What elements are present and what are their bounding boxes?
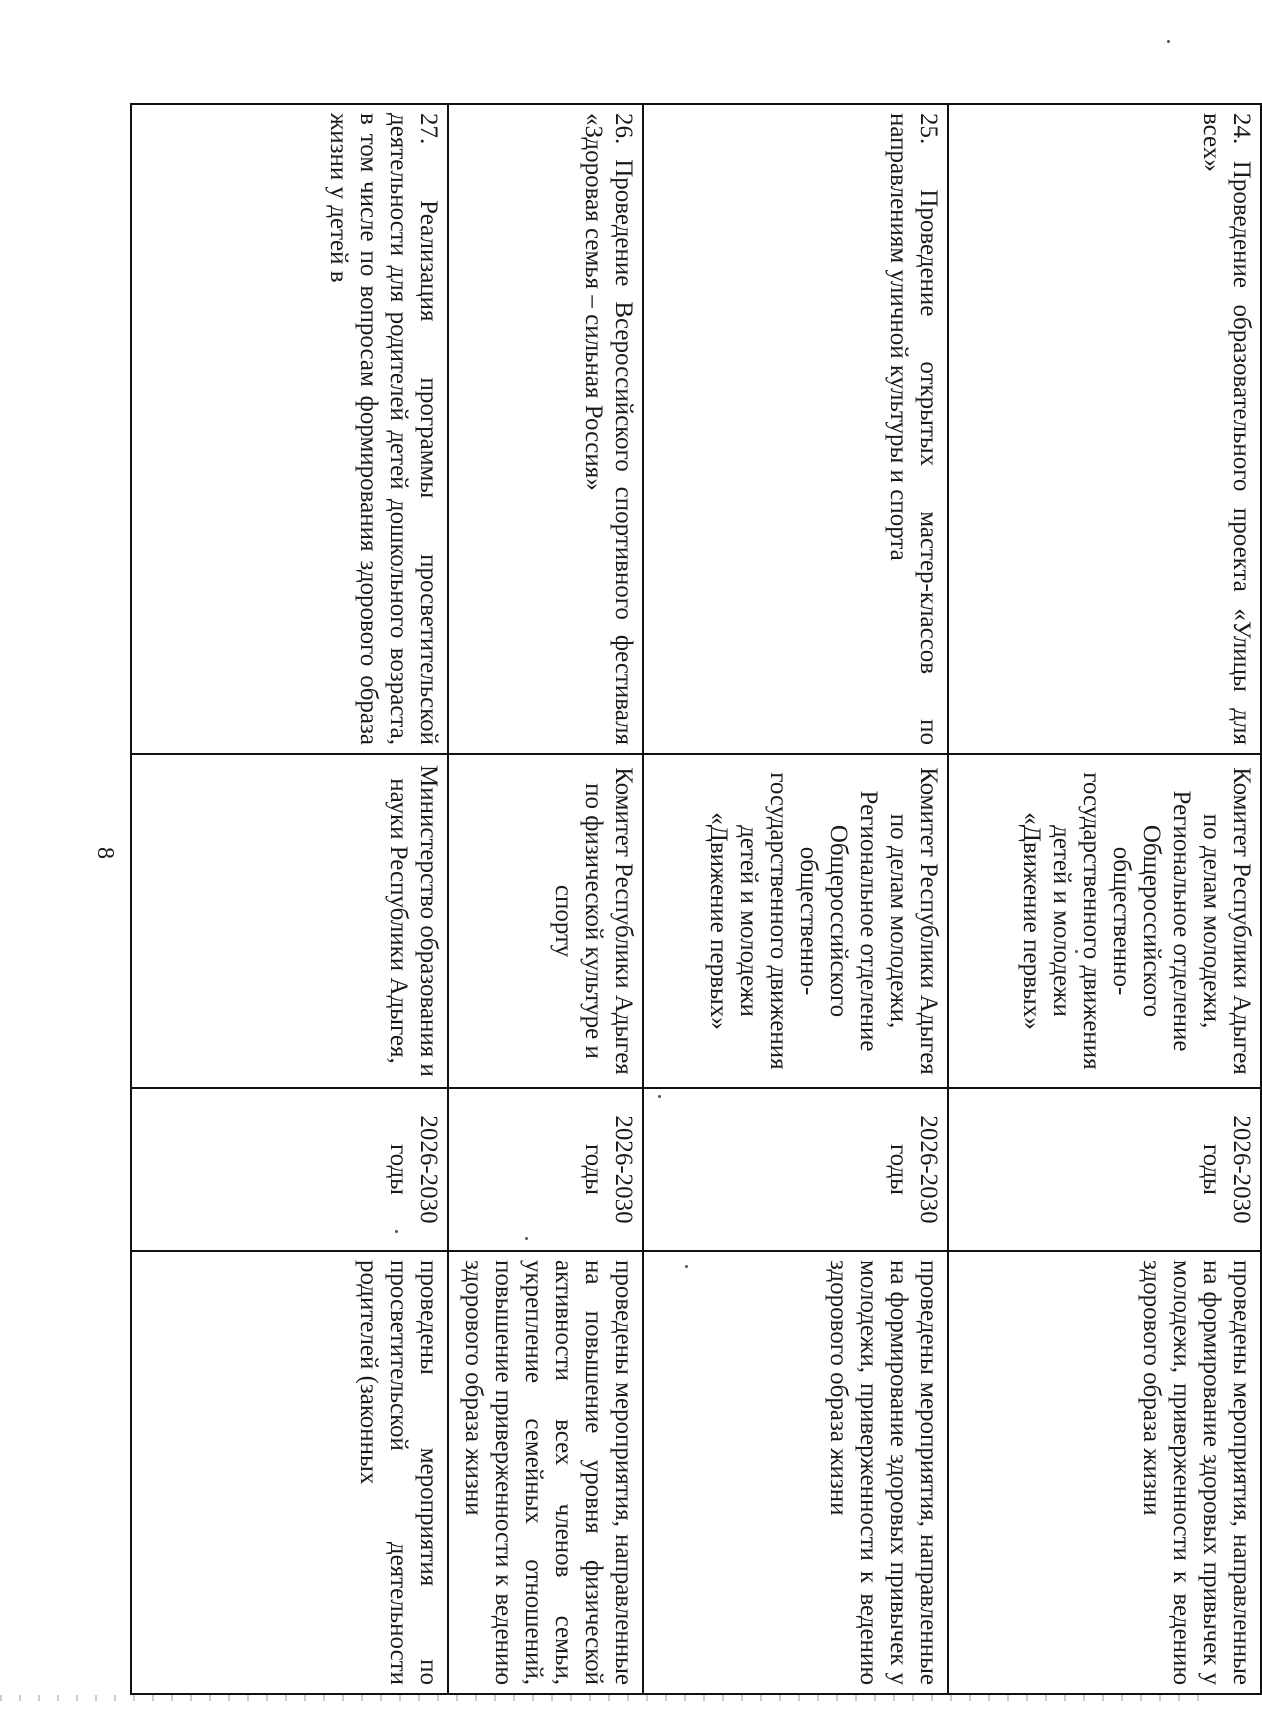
result-cell: проведены мероприятия, направленные на формирование здоровых привычек у молодежи, приверженности к ведению здорового образа жизни bbox=[643, 1251, 948, 1694]
result-cell: проведены мероприятия по просветительской деятельности родителей (законных bbox=[131, 1251, 448, 1694]
scan-speck bbox=[525, 1237, 528, 1240]
executor-cell: Министерство образования и науки Республики Адыгея, bbox=[131, 754, 448, 1088]
table-row bbox=[948, 104, 1261, 1694]
term-cell: 2026-2030 годы bbox=[448, 1088, 643, 1251]
scan-edge-artifact bbox=[0, 1695, 1200, 1701]
event-cell: 27. Реализация программы просветительской деятельности для родителей детей дошкольного возраста, в том числе по вопросам формирования здорового образа жизни у детей в bbox=[131, 104, 448, 754]
executor-cell: Комитет Республики Адыгея по физической культуре и спорту bbox=[448, 754, 643, 1088]
page-number: 8 bbox=[92, 847, 118, 859]
scan-speck bbox=[1167, 40, 1170, 43]
term-cell: 2026-2030 годы bbox=[131, 1088, 448, 1251]
result-cell: проведены мероприятия, направленные на повышение уровня физической активности всех членов семьи, укрепление семейных отношений, повышение приверженности к ведению здорового образа жизни bbox=[448, 1251, 643, 1694]
scan-speck bbox=[685, 1265, 688, 1268]
scan-speck bbox=[395, 1230, 398, 1233]
executor-cell: Комитет Республики Адыгея по делам молодежи, Региональное отделение Общероссийского общественно-государственного движения детей и молодежи «Движение первых» bbox=[948, 754, 1261, 1088]
scan-speck bbox=[1075, 950, 1078, 953]
measures-table bbox=[130, 103, 1262, 1695]
table-row bbox=[643, 104, 948, 1694]
scan-speck bbox=[658, 1095, 661, 1098]
event-cell: 24. Проведение образовательного проекта «Улицы для всех» bbox=[948, 104, 1261, 754]
table-row bbox=[448, 104, 643, 1694]
term-cell: 2026-2030 годы bbox=[948, 1088, 1261, 1251]
executor-cell: Комитет Республики Адыгея по делам молодежи, Региональное отделение Общероссийского общественно-государственного движения детей и молодежи «Движение первых» bbox=[643, 754, 948, 1088]
table-row bbox=[131, 104, 448, 1694]
result-cell: проведены мероприятия, направленные на формирование здоровых привычек у молодежи, приверженности к ведению здорового образа жизни bbox=[948, 1251, 1261, 1694]
measures-table-frame bbox=[132, 103, 1262, 1693]
event-cell: 25. Проведение открытых мастер-классов по направлениям уличной культуры и спорта bbox=[643, 104, 948, 754]
event-cell: 26. Проведение Всероссийского спортивного фестиваля «Здоровая семья – сильная Россия» bbox=[448, 104, 643, 754]
term-cell: 2026-2030 годы bbox=[643, 1088, 948, 1251]
